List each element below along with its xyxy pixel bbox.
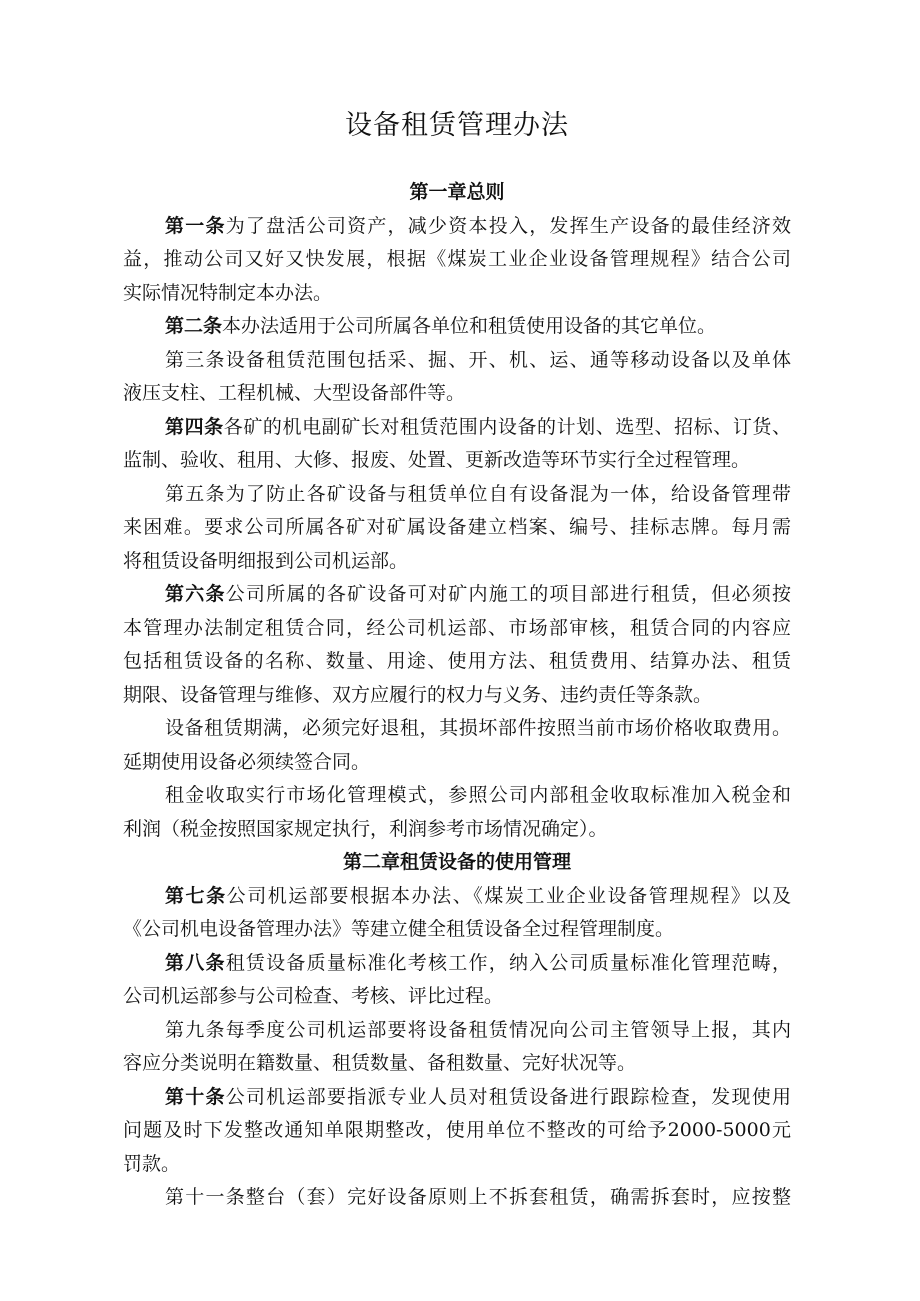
line-text: 容应分类说明在籍数量、租赁数量、备租数量、完好状况等。 [123, 1052, 637, 1075]
paragraph-line [123, 478, 791, 512]
line-text: 公司所属的各矿设备可对矿内施工的项目部进行租赁，但必须按 [225, 583, 791, 606]
paragraph-line [123, 1081, 791, 1115]
article-paragraph [123, 478, 791, 579]
article-number: 第八条 [165, 951, 226, 974]
article-paragraph [123, 1014, 791, 1081]
document-body [123, 176, 791, 1215]
article-number: 第一条 [165, 214, 226, 237]
article-number: 第十条 [165, 1085, 226, 1108]
line-text: 第五条为了防止各矿设备与租赁单位自有设备混为一体，给设备管理带 [165, 482, 791, 505]
article-paragraph [123, 712, 791, 779]
paragraph-line [123, 1114, 791, 1148]
paragraph-line [123, 210, 791, 244]
paragraph-line [123, 947, 791, 981]
paragraph-line [123, 1047, 791, 1081]
line-text: 将租赁设备明细报到公司机运部。 [123, 549, 409, 572]
line-text: 《公司机电设备管理办法》等建立健全租赁设备全过程管理制度。 [123, 918, 675, 941]
paragraph-line [123, 411, 791, 445]
chapter-heading: 第二章租赁设备的使用管理 [342, 851, 571, 874]
paragraph-line [123, 243, 791, 277]
line-text: 各矿的机电副矿长对租赁范围内设备的计划、选型、招标、订货、 [223, 415, 791, 438]
paragraph-line [123, 444, 791, 478]
line-text: 问题及时下发整改通知单限期整改，使用单位不整改的可给予2000-5000元 [123, 1119, 791, 1142]
paragraph-line [123, 578, 791, 612]
paragraph-line [123, 712, 791, 746]
paragraph-line [123, 612, 791, 646]
paragraph-line [123, 679, 791, 713]
line-text: 包括租赁设备的名称、数量、用途、使用方法、租赁费用、结算办法、租赁 [123, 650, 791, 673]
article-paragraph [123, 411, 791, 478]
article-paragraph [123, 344, 791, 411]
line-text: 液压支柱、工程机械、大型设备部件等。 [123, 382, 466, 405]
paragraph-line [123, 645, 791, 679]
document-page [123, 104, 791, 1215]
paragraph-line [123, 746, 791, 780]
paragraph-line [123, 511, 791, 545]
paragraph-line [123, 277, 791, 311]
line-text: 租金收取实行市场化管理模式，参照公司内部租金收取标准加入税金和 [165, 784, 791, 807]
paragraph-line [123, 377, 791, 411]
line-text: 益，推动公司又好又快发展，根据《煤炭工业企业设备管理规程》结合公司 [123, 248, 791, 271]
line-text: 设备租赁期满，必须完好退租，其损坏部件按照当前市场价格收取费用。 [165, 717, 791, 740]
article-paragraph [123, 210, 791, 311]
line-text: 期限、设备管理与维修、双方应履行的权力与义务、违约责任等条款。 [123, 683, 713, 706]
line-text: 公司机运部参与公司检查、考核、评比过程。 [123, 985, 504, 1008]
article-paragraph [123, 578, 791, 712]
paragraph-line [123, 980, 791, 1014]
article-number: 第七条 [165, 884, 227, 907]
paragraph-line [123, 1181, 791, 1215]
paragraph-line [123, 813, 791, 847]
line-text: 罚款。 [123, 1152, 181, 1175]
article-number: 第四条 [165, 415, 224, 438]
line-text: 公司机运部要根据本办法、《煤炭工业企业设备管理规程》以及 [226, 884, 791, 907]
paragraph-line [123, 1014, 791, 1048]
line-text: 第九条每季度公司机运部要将设备租赁情况向公司主管领导上报，其内 [165, 1018, 791, 1041]
article-paragraph [123, 779, 791, 846]
paragraph-line [123, 310, 791, 344]
chapter-heading: 第一章总则 [409, 181, 505, 203]
paragraph-line [123, 880, 791, 914]
line-text: 第十一条整台（套）完好设备原则上不拆套租赁，确需拆套时，应按整 [165, 1186, 791, 1209]
line-text: 来困难。要求公司所属各矿对矿属设备建立档案、编号、挂标志牌。每月需 [123, 516, 791, 539]
article-paragraph [123, 947, 791, 1014]
paragraph-line [123, 344, 791, 378]
article-paragraph [123, 1081, 791, 1182]
line-text: 为了盘活公司资产，减少资本投入，发挥生产设备的最佳经济效 [225, 214, 791, 237]
article-paragraph [123, 880, 791, 947]
article-paragraph [123, 310, 791, 344]
line-text: 延期使用设备必须续签合同。 [123, 750, 371, 773]
line-text: 第三条设备租赁范围包括采、掘、开、机、运、通等移动设备以及单体 [165, 348, 791, 371]
article-number: 第二条 [165, 315, 223, 338]
line-text: 本管理办法制定租赁合同，经公司机运部、市场部审核，租赁合同的内容应 [123, 616, 791, 639]
document-title: 设备租赁管理办法 [345, 110, 569, 141]
line-text: 实际情况特制定本办法。 [123, 281, 333, 304]
article-number: 第六条 [165, 583, 226, 606]
line-text: 租赁设备质量标准化考核工作，纳入公司质量标准化管理范畴， [225, 951, 791, 974]
paragraph-line [123, 545, 791, 579]
article-paragraph [123, 1181, 791, 1215]
line-text: 公司机运部要指派专业人员对租赁设备进行跟踪检查，发现使用 [225, 1085, 791, 1108]
paragraph-line [123, 779, 791, 813]
line-text: 本办法适用于公司所属各单位和租赁使用设备的其它单位。 [222, 315, 717, 338]
line-text: 监制、验收、租用、大修、报废、处置、更新改造等环节实行全过程管理。 [123, 449, 751, 472]
paragraph-line [123, 1148, 791, 1182]
paragraph-line [123, 913, 791, 947]
line-text: 利润（税金按照国家规定执行，利润参考市场情况确定）。 [123, 817, 608, 840]
